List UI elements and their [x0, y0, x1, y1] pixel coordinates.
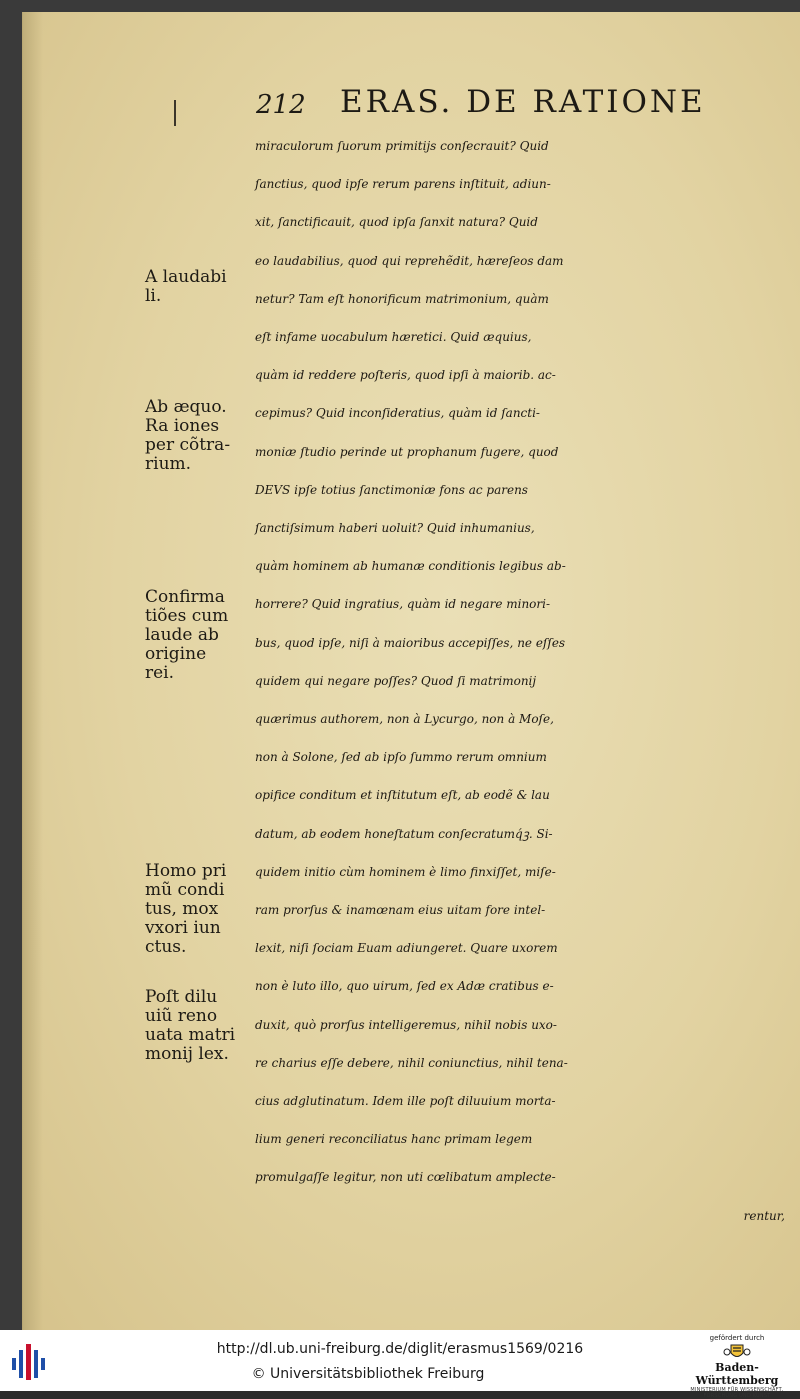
margin-note-line: rium. — [145, 454, 192, 474]
permalink-url[interactable]: http://dl.ub.uni-freiburg.de/diglit/erasmus1569/0216 — [216, 1341, 584, 1357]
body-text-line: quàm hominem ab humanæ conditionis legibus ab- — [255, 559, 566, 574]
body-text-line: miraculorum ſuorum primitijs conſecrauit? Quid — [255, 139, 549, 153]
copyright-notice: © Universitätsbibliothek Freiburg — [251, 1366, 485, 1382]
body-text-line: eo laudabilius, quod qui reprehẽdit, hæreſeos dam — [255, 253, 564, 268]
running-head: ERAS. DE RATIONE — [340, 84, 706, 120]
page-gutter-shadow — [23, 12, 43, 1330]
margin-note-line: Homo pri — [145, 861, 227, 881]
margin-note-line: vxori iun — [145, 918, 221, 938]
body-text-line: duxit, quò prorſus intelligeremus, nihil nobis uxo- — [255, 1017, 557, 1032]
body-text-line: netur? Tam eſt honorificum matrimonium, quàm — [255, 291, 549, 306]
body-text-line: bus, quod ipſe, niſi à maioribus accepiſſes, ne eſſes — [255, 635, 566, 650]
margin-note-line: A laudabi — [145, 267, 227, 287]
body-text-line: quidem initio cùm hominem è limo finxiſſet, miſe- — [255, 864, 556, 879]
body-text-line: non è luto illo, quo uirum, ſed ex Adæ cratibus e- — [255, 979, 554, 994]
margin-note-4 — [145, 862, 257, 957]
margin-note-line: Ab æquo. — [145, 397, 227, 417]
sponsor-name: Baden-Württemberg — [695, 1361, 779, 1387]
margin-note-line: origine — [145, 644, 207, 664]
margin-note-line: mũ condi — [145, 880, 225, 900]
margin-note-line: Ra iones — [145, 416, 220, 436]
margin-note-line: tiões cum — [145, 606, 229, 626]
body-text-line: quærimus authorem, non à Lycurgo, non à Moſe, — [255, 712, 554, 727]
margin-note-2 — [145, 398, 257, 474]
margin-note-3 — [145, 588, 257, 683]
body-text-line: horrere? Quid ingratius, quàm id negare minori- — [255, 597, 551, 612]
body-text-line: ſanctiſsimum haberi uoluit? Quid inhumanius, — [255, 521, 535, 536]
body-text-line: promulgaſſe legitur, non uti cœlibatum amplecte- — [255, 1170, 556, 1185]
body-text-line: eſt infame uocabulum hæretici. Quid æquius, — [255, 330, 532, 345]
body-text-line: DEVS ipſe totius ſanctimoniæ fons ac parens — [255, 482, 528, 497]
margin-note-line: per cõtra- — [145, 435, 231, 455]
body-text-line: rentur, — [743, 1208, 785, 1223]
body-text-line: cius adglutinatum. Idem ille poſt diluuium morta- — [255, 1094, 556, 1109]
margin-note-line: monij lex. — [145, 1044, 229, 1064]
sponsor-subtitle: MINISTERIUM FÜR WISSENSCHAFT, FORSCHUNG UND KUNST — [690, 1387, 784, 1399]
body-text-line: quàm id reddere poſteris, quod ipſi à maiorib. ac- — [255, 368, 556, 383]
sponsor-logo — [682, 1334, 792, 1399]
margin-note-line: uiũ reno — [145, 1006, 218, 1026]
body-text-line: opifice conditum et inſtitutum eſt, ab eodẽ & lau — [255, 788, 550, 803]
body-text-line: re charius eſſe debere, nihil coniunctius, nihil tena- — [255, 1055, 568, 1070]
margin-note-line: rei. — [145, 663, 175, 683]
body-text-line: datum, ab eodem honeſtatum conſecratumq́ꝫ. Si- — [255, 826, 553, 841]
margin-guide-mark — [174, 100, 176, 126]
sponsor-caption: gefördert durch — [709, 1334, 765, 1342]
margin-note-line: uata matri — [145, 1025, 236, 1045]
margin-note-line: ctus. — [145, 937, 187, 957]
margin-note-line: li. — [145, 286, 162, 306]
body-text-line: lium generi reconciliatus hanc primam legem — [255, 1132, 533, 1147]
page-header — [230, 80, 750, 130]
body-text — [255, 127, 795, 1235]
baden-wuerttemberg-crest-icon — [722, 1343, 752, 1361]
margin-note-5 — [145, 988, 257, 1064]
body-text-line: xit, ſanctificauit, quod ipſa ſanxit natura? Quid — [255, 215, 538, 230]
margin-note-line: laude ab — [145, 625, 219, 645]
body-text-line: ſanctius, quod ipſe rerum parens inſtituit, adiun- — [255, 177, 551, 192]
page-number: 212 — [256, 90, 306, 120]
margin-note-line: Poſt dilu — [145, 987, 218, 1007]
body-text-line: non à Solone, ſed ab ipſo ſummo rerum omnium — [255, 750, 547, 765]
body-text-line: quidem qui negare poſſes? Quod ſi matrimonij — [255, 673, 537, 688]
body-text-line: cepimus? Quid inconſideratius, quàm id ſancti- — [255, 406, 540, 421]
body-text-line: lexit, niſi ſociam Euam adiungeret. Quare uxorem — [255, 941, 558, 956]
margin-note-1 — [145, 268, 257, 306]
viewer-footer — [0, 1330, 800, 1399]
body-text-line: moniæ ſtudio perinde ut prophanum fugere, quod — [255, 444, 559, 459]
margin-note-line: tus, mox — [145, 899, 219, 919]
body-text-line: ram prorſus & inamœnam eius uitam fore intel- — [255, 903, 546, 918]
margin-note-line: Confirma — [145, 587, 225, 607]
